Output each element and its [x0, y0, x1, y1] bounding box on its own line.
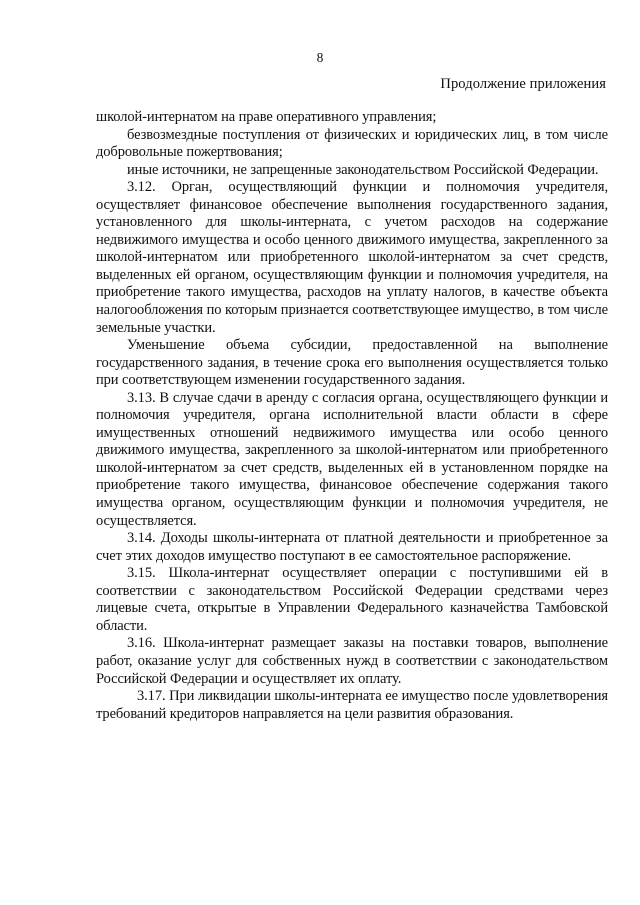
paragraph-3-14: 3.14. Доходы школы-интерната от платной деятельности и приобретенное за счет этих доходов имущество поступают в ее самостоятельное распоряжение. — [96, 530, 608, 564]
paragraph-property-operational-management: школой-интернатом на праве оперативного управления; — [96, 109, 437, 125]
continuation-label: Продолжение приложения — [440, 76, 606, 92]
paragraph-subsidy-reduction: Уменьшение объема субсидии, предоставленной на выполнение государственного задания, в течение срока его выполнения осуществляется только при соответствующем изменении государственного задания. — [96, 337, 608, 389]
paragraph-other-sources: иные источники, не запрещенные законодательством Российской Федерации. — [127, 161, 599, 178]
paragraph-3-12: 3.12. Орган, осуществляющий функции и полномочия учредителя, осуществляет финансовое обеспечение выполнения государственного задания, установленного для школы-интерната, с учетом расходов на содержание недвижимого имущества и особо ценного движимого имущества, закрепленного за школой-интернатом или приобретенного школой-интернатом за счет средств, выделенных ей органом, осуществляющим функции и полномочия учредителя, на приобретение такого имущества, расходов на уплату налогов, в качестве объекта налогообложения по которым признается соответствующее имущество, в том числе земельные участки. — [96, 179, 608, 336]
paragraph-3-17: 3.17. При ликвидации школы-интерната ее имущество после удовлетворения требований кредиторов направляется на цели развития образования. — [96, 688, 608, 722]
paragraph-donations: безвозмездные поступления от физических и юридических лиц, в том числе добровольные пожертвования; — [96, 126, 608, 161]
document-body — [96, 109, 608, 723]
page-number: 8 — [316, 50, 324, 65]
paragraph-3-13: 3.13. В случае сдачи в аренду с согласия органа, осуществляющего функции и полномочия учредителя, органа исполнительной власти области в сфере имущественных отношений недвижимого имущества или особо ценного движимого имущества, закрепленного за школой-интернатом или приобретенного школой-интернатом за счет средств, выделенных ей в установленном порядке на приобретение такого имущества, финансовое обеспечение содержания такого имущества органом, осуществляющим функции и полномочия учредителя, не осуществляется. — [96, 389, 608, 529]
paragraph-3-16: 3.16. Школа-интернат размещает заказы на поставки товаров, выполнение работ, оказание услуг для собственных нужд в соответствии с законодательством Российской Федерации и осуществляет их оплату. — [96, 635, 608, 687]
paragraph-3-15: 3.15. Школа-интернат осуществляет операции с поступившими ей в соответствии с законодательством Российской Федерации средствами через лицевые счета, открытые в Управлении Федерального казначейства Тамбовской области. — [96, 565, 608, 634]
